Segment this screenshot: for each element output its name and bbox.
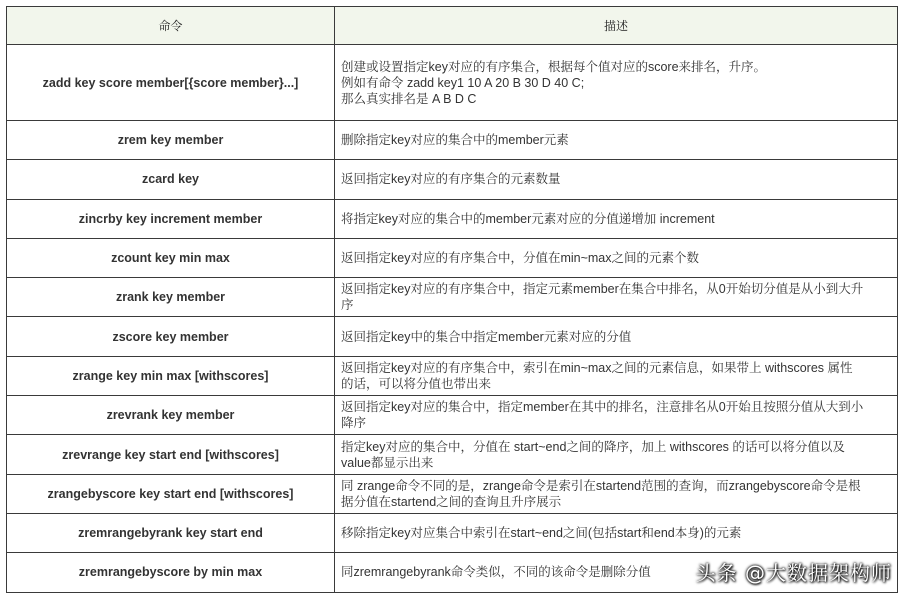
command-cell: zrevrange key start end [withscores] — [7, 435, 335, 474]
description-line: 创建或设置指定key对应的有序集合，根据每个值对应的score来排名，升序。 — [341, 59, 767, 74]
description-line: 那么真实排名是 A B D C — [341, 91, 477, 106]
description-line: 返回指定key中的集合中指定member元素对应的分值 — [341, 329, 632, 344]
commands-table — [6, 6, 898, 593]
table-row — [7, 121, 898, 160]
description-line: 例如有命令 zadd key1 10 A 20 B 30 D 40 C; — [341, 75, 585, 90]
description-cell — [335, 199, 898, 238]
table-row — [7, 160, 898, 199]
table-row — [7, 513, 898, 552]
table-row — [7, 474, 898, 513]
command-cell: zcard key — [7, 160, 335, 199]
command-cell: zadd key score member[{score member}...] — [7, 45, 335, 121]
description-cell — [335, 356, 898, 395]
description-line: 降序 — [341, 416, 367, 431]
description-cell — [335, 121, 898, 160]
description-line: 返回指定key对应的有序集合中，分值在min~max之间的元素个数 — [341, 251, 700, 266]
command-cell: zrem key member — [7, 121, 335, 160]
table-row — [7, 396, 898, 435]
description-line: 序 — [341, 298, 354, 313]
command-cell: zincrby key increment member — [7, 199, 335, 238]
command-cell: zrank key member — [7, 278, 335, 317]
description-line: 据分值在startend之间的查询且升序展示 — [341, 494, 562, 509]
command-cell: zremrangebyrank key start end — [7, 513, 335, 552]
description-cell — [335, 474, 898, 513]
description-line: 返回指定key对应的有序集合的元素数量 — [341, 172, 561, 187]
description-line: 移除指定key对应集合中索引在start~end之间(包括start和end本身)的元素 — [341, 526, 742, 541]
table-row — [7, 356, 898, 395]
table-row — [7, 45, 898, 121]
description-cell — [335, 435, 898, 474]
description-cell — [335, 513, 898, 552]
description-line: 同 zrange命令不同的是，zrange命令是索引在startend范围的查询，而zrangebyscore命令是根 — [341, 478, 861, 493]
description-cell — [335, 238, 898, 277]
command-cell: zrangebyscore key start end [withscores] — [7, 474, 335, 513]
header-row — [7, 7, 898, 45]
header-command: 命令 — [7, 7, 335, 45]
table-row — [7, 435, 898, 474]
description-line: 返回指定key对应的有序集合中，指定元素member在集合中排名，从0开始切分值是从小到大升 — [341, 282, 864, 297]
command-cell: zcount key min max — [7, 238, 335, 277]
description-line: 返回指定key对应的集合中，指定member在其中的排名，注意排名从0开始且按照分值从大到小 — [341, 400, 864, 415]
header-description: 描述 — [335, 7, 898, 45]
description-line: 将指定key对应的集合中的member元素对应的分值递增加 increment — [341, 211, 715, 226]
command-cell: zrevrank key member — [7, 396, 335, 435]
table-row — [7, 199, 898, 238]
description-line: 删除指定key对应的集合中的member元素 — [341, 133, 569, 148]
description-cell — [335, 45, 898, 121]
description-line: 同zremrangebyrank命令类似，不同的该命令是删除分值 — [341, 565, 651, 580]
description-cell — [335, 317, 898, 356]
table-row — [7, 278, 898, 317]
description-line: 返回指定key对应的有序集合中，索引在min~max之间的元素信息，如果带上 withscores 属性 — [341, 360, 853, 375]
table-row — [7, 238, 898, 277]
description-cell — [335, 278, 898, 317]
description-cell — [335, 396, 898, 435]
command-cell: zrange key min max [withscores] — [7, 356, 335, 395]
description-line: 的话，可以将分值也带出来 — [341, 376, 492, 391]
description-line: 指定key对应的集合中，分值在 start~end之间的降序，加上 withscores 的话可以将分值以及 — [341, 439, 845, 454]
watermark: 头条 @大数据架构师 — [695, 561, 892, 585]
command-cell: zremrangebyscore by min max — [7, 553, 335, 592]
description-cell — [335, 160, 898, 199]
command-cell: zscore key member — [7, 317, 335, 356]
table-row — [7, 317, 898, 356]
description-line: value都显示出来 — [341, 455, 434, 470]
